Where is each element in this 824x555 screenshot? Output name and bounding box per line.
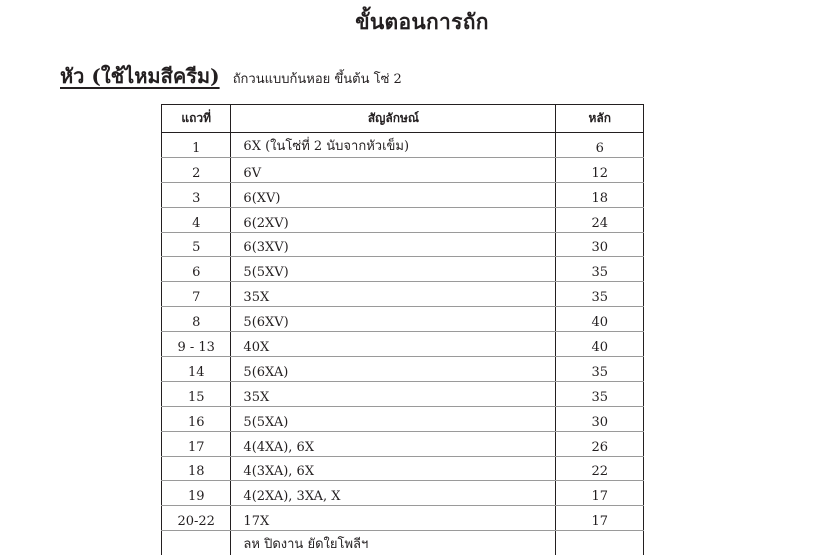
cell-row-number: 2 [162, 157, 231, 182]
table-row [162, 381, 644, 406]
cell-stitches: 12 [556, 157, 644, 182]
cell-symbol: 4(3XA), 6X [231, 456, 556, 481]
page-title: ขั้นตอนการถัก [0, 6, 824, 39]
section-description: ถักวนแบบก้นหอย ขึ้นต้น โซ่ 2 [233, 72, 402, 87]
cell-symbol: 5(6XV) [231, 307, 556, 332]
cell-stitches: 30 [556, 406, 644, 431]
cell-stitches: 26 [556, 431, 644, 456]
header-stitches: หลัก [556, 105, 644, 133]
cell-stitches: 18 [556, 182, 644, 207]
cell-row-number: 3 [162, 182, 231, 207]
cell-symbol: 5(5XA) [231, 406, 556, 431]
cell-stitches: 35 [556, 381, 644, 406]
cell-symbol: ลห ปิดงาน ยัดใยโพลีฯ [231, 531, 556, 555]
table-row [162, 456, 644, 481]
cell-stitches: 35 [556, 357, 644, 382]
cell-symbol: 5(5XV) [231, 257, 556, 282]
cell-symbol: 35X [231, 381, 556, 406]
cell-stitches: 6 [556, 133, 644, 158]
table-row [162, 232, 644, 257]
cell-row-number: 14 [162, 357, 231, 382]
cell-symbol: 5(6XA) [231, 357, 556, 382]
table-row [162, 257, 644, 282]
cell-stitches: 17 [556, 506, 644, 531]
table-row [162, 157, 644, 182]
cell-stitches: 17 [556, 481, 644, 506]
cell-row-number: 4 [162, 207, 231, 232]
cell-row-number: 19 [162, 481, 231, 506]
cell-symbol: 4(4XA), 6X [231, 431, 556, 456]
cell-symbol: 4(2XA), 3XA, X [231, 481, 556, 506]
header-symbol: สัญลักษณ์ [231, 105, 556, 133]
cell-stitches: 22 [556, 456, 644, 481]
cell-symbol: 6X (ในโซ่ที่ 2 นับจากหัวเข็ม) [231, 133, 556, 158]
table-row [162, 207, 644, 232]
cell-stitches: 35 [556, 282, 644, 307]
pattern-table [161, 104, 644, 555]
cell-row-number: 15 [162, 381, 231, 406]
cell-row-number: 20-22 [162, 506, 231, 531]
cell-row-number: 6 [162, 257, 231, 282]
table-body [162, 133, 644, 555]
cell-symbol: 35X [231, 282, 556, 307]
cell-symbol: 17X [231, 506, 556, 531]
cell-row-number [162, 531, 231, 555]
cell-symbol: 40X [231, 332, 556, 357]
cell-symbol: 6(3XV) [231, 232, 556, 257]
table-row [162, 182, 644, 207]
cell-symbol: 6(XV) [231, 182, 556, 207]
cell-stitches: 35 [556, 257, 644, 282]
cell-row-number: 17 [162, 431, 231, 456]
cell-symbol: 6V [231, 157, 556, 182]
section-header [60, 60, 402, 92]
table-header-row [162, 105, 644, 133]
cell-stitches: 40 [556, 307, 644, 332]
cell-stitches [556, 531, 644, 555]
table-row [162, 357, 644, 382]
table-row [162, 133, 644, 158]
table-row [162, 506, 644, 531]
table-row [162, 481, 644, 506]
cell-row-number: 18 [162, 456, 231, 481]
table-row [162, 406, 644, 431]
table-row [162, 307, 644, 332]
cell-row-number: 8 [162, 307, 231, 332]
table-row [162, 431, 644, 456]
cell-row-number: 9 - 13 [162, 332, 231, 357]
header-row-number: แถวที่ [162, 105, 231, 133]
table-row [162, 282, 644, 307]
table-row [162, 332, 644, 357]
cell-stitches: 24 [556, 207, 644, 232]
table-row [162, 531, 644, 555]
cell-stitches: 30 [556, 232, 644, 257]
cell-row-number: 1 [162, 133, 231, 158]
cell-stitches: 40 [556, 332, 644, 357]
cell-symbol: 6(2XV) [231, 207, 556, 232]
cell-row-number: 5 [162, 232, 231, 257]
cell-row-number: 7 [162, 282, 231, 307]
section-title: หัว (ใช้ไหมสีครีม) [60, 64, 220, 88]
cell-row-number: 16 [162, 406, 231, 431]
